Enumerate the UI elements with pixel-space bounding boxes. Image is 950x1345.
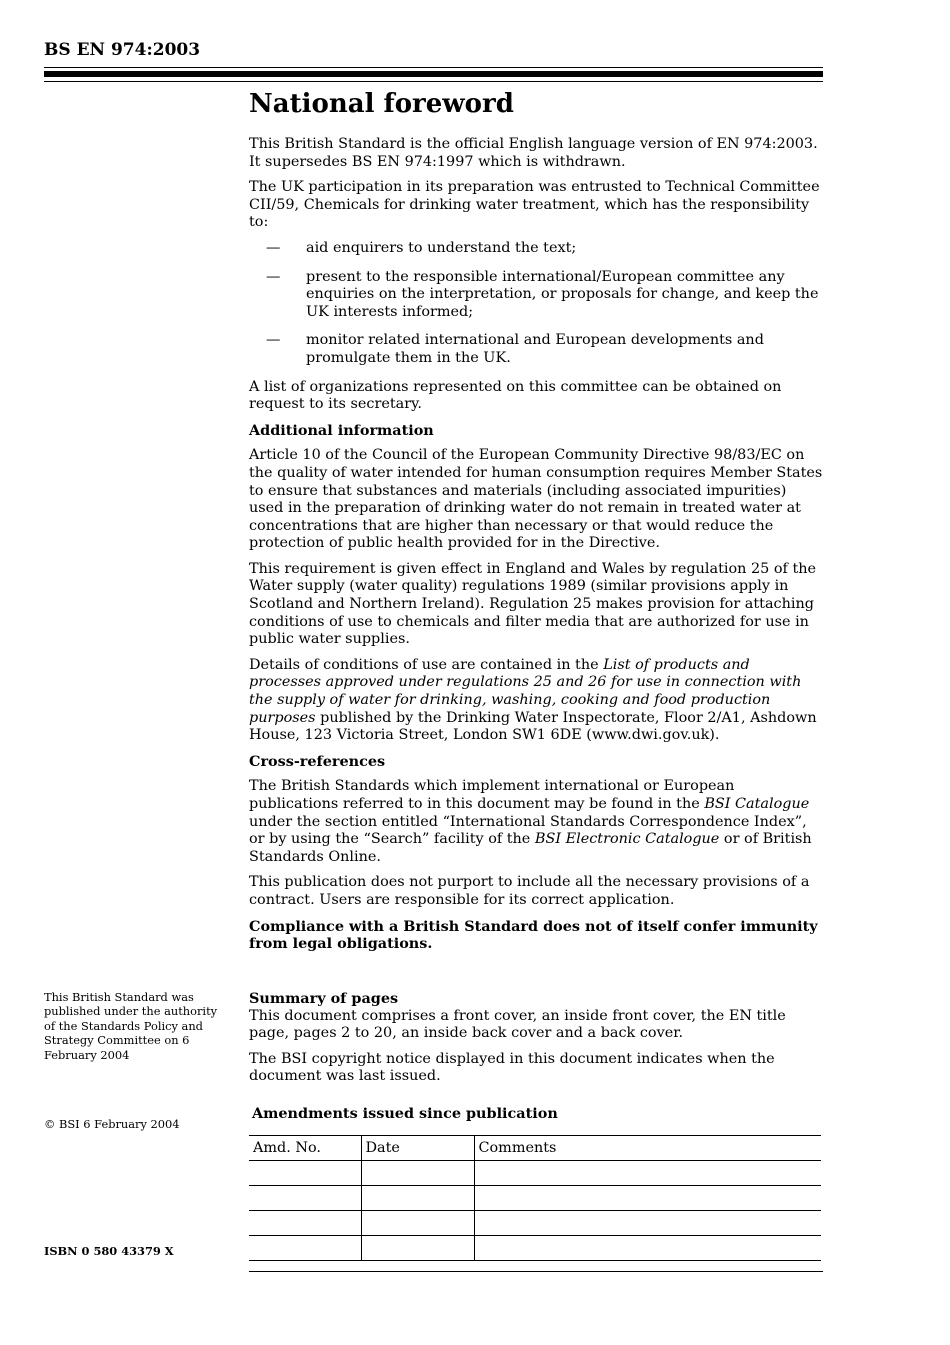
list-item bbox=[249, 332, 825, 367]
column-header-date: Date bbox=[361, 1136, 474, 1161]
table-cell bbox=[361, 1186, 474, 1211]
table-row bbox=[249, 1211, 821, 1236]
publication-note: This British Standard was published under the authority of the Standards Policy and Strategy Committee on 6 February 2004 bbox=[44, 990, 218, 1062]
additional-paragraph-1: Article 10 of the Council of the European Community Directive 98/83/EC on the quality of water intended for human consumption requires Member States to ensure that substances and materials (including associated impurities) used in the preparation of drinking water do not remain in treated water at concentrations that are higher than necessary or that would reduce the protection of public health provided for in the Directive. bbox=[249, 447, 823, 552]
summary-heading: Summary of pages bbox=[249, 990, 399, 1007]
responsibilities-list bbox=[249, 240, 825, 368]
list-item-text: monitor related international and European developments and promulgate them in the UK. bbox=[306, 332, 764, 366]
table-row bbox=[249, 1236, 821, 1261]
amendments-title: Amendments issued since publication bbox=[252, 1105, 558, 1122]
publication-title: List of products and processes approved under regulations 25 and 26 for use in connection with the supply of water for drinking, washing, cooking and food production purposes bbox=[249, 656, 802, 726]
footer-rule bbox=[249, 1271, 823, 1272]
table-cell bbox=[474, 1161, 821, 1186]
table-row bbox=[249, 1186, 821, 1211]
dash-marker: — bbox=[266, 268, 281, 285]
amendments-table bbox=[249, 1135, 821, 1261]
summary-paragraph-2: The BSI copyright notice displayed in this document indicates when the document was last issued. bbox=[249, 1050, 775, 1085]
table-cell bbox=[249, 1186, 361, 1211]
list-item bbox=[249, 240, 825, 258]
crossref-paragraph-1: The British Standards which implement international or European publications referred to in this document may be found in the BSI Catalogue under the section entitled “International Standards Correspondence Index”, or by using the “Search” facility of the BSI Electronic Catalogue or of British Standards Online. bbox=[249, 778, 812, 865]
crossref-paragraph-2: This publication does not purport to include all the necessary provisions of a contract. Users are responsible for its correct application. bbox=[249, 874, 810, 908]
isbn: ISBN 0 580 43379 X bbox=[44, 1244, 174, 1258]
compliance-statement: Compliance with a British Standard does not of itself confer immunity from legal obligations. bbox=[249, 917, 818, 953]
document-code: BS EN 974:2003 bbox=[44, 40, 201, 60]
table-cell bbox=[474, 1236, 821, 1261]
list-item bbox=[249, 269, 825, 322]
additional-information-heading: Additional information bbox=[249, 421, 434, 439]
copyright-notice: © BSI 6 February 2004 bbox=[44, 1117, 180, 1131]
header-rule-bottom bbox=[44, 81, 823, 82]
cross-references-heading: Cross-references bbox=[249, 752, 386, 770]
bsi-electronic-catalogue: BSI Electronic Catalogue bbox=[534, 831, 720, 848]
main-content bbox=[249, 88, 825, 961]
table-cell bbox=[361, 1211, 474, 1236]
table-cell bbox=[249, 1211, 361, 1236]
summary-paragraph-1: This document comprises a front cover, an inside front cover, the EN title page, pages 2 to 20, an inside back cover and a back cover. bbox=[249, 1007, 786, 1042]
table-cell bbox=[361, 1236, 474, 1261]
column-header-amd-no: Amd. No. bbox=[249, 1136, 361, 1161]
header-rule-top bbox=[44, 67, 823, 68]
table-cell bbox=[249, 1236, 361, 1261]
additional-paragraph-2: This requirement is given effect in England and Wales by regulation 25 of the Water supply (water quality) regulations 1989 (similar provisions apply in Scotland and Northern Ireland). Regulation 25 makes provision for attaching conditions of use to chemicals and filter media that are authorized for use in public water supplies. bbox=[249, 560, 817, 648]
dash-marker: — bbox=[266, 332, 281, 349]
table-cell bbox=[249, 1161, 361, 1186]
intro-paragraph-2: The UK participation in its preparation was entrusted to Technical Committee CII/59, Chemicals for drinking water treatment, which has the responsibility to: bbox=[249, 179, 820, 231]
committee-note: A list of organizations represented on this committee can be obtained on request to its secretary. bbox=[249, 378, 782, 413]
table-header-row bbox=[249, 1136, 821, 1161]
page-title: National foreword bbox=[249, 89, 514, 119]
dash-marker: — bbox=[266, 239, 281, 256]
table-cell bbox=[474, 1186, 821, 1211]
column-header-comments: Comments bbox=[474, 1136, 821, 1161]
additional-paragraph-3: Details of conditions of use are contained in the List of products and processes approved under regulations 25 and 26 for use in connection with the supply of water for drinking, washing, cooking and food production purposes published by the Drinking Water Inspectorate, Floor 2/A1, Ashdown House, 123 Victoria Street, London SW1 6DE (www.dwi.gov.uk). bbox=[249, 656, 817, 744]
table-cell bbox=[361, 1161, 474, 1186]
summary-of-pages bbox=[249, 990, 829, 1094]
bsi-catalogue: BSI Catalogue bbox=[704, 796, 810, 812]
list-item-text: aid enquirers to understand the text; bbox=[306, 239, 577, 256]
list-item-text: present to the responsible international/European committee any enquiries on the interpretation, or proposals for change, and keep the UK interests informed; bbox=[306, 268, 819, 320]
header-rule-thick bbox=[44, 71, 823, 77]
table-cell bbox=[474, 1211, 821, 1236]
intro-paragraph-1: This British Standard is the official English language version of EN 974:2003. It supersedes BS EN 974:1997 which is withdrawn. bbox=[249, 136, 818, 170]
table-row bbox=[249, 1161, 821, 1186]
